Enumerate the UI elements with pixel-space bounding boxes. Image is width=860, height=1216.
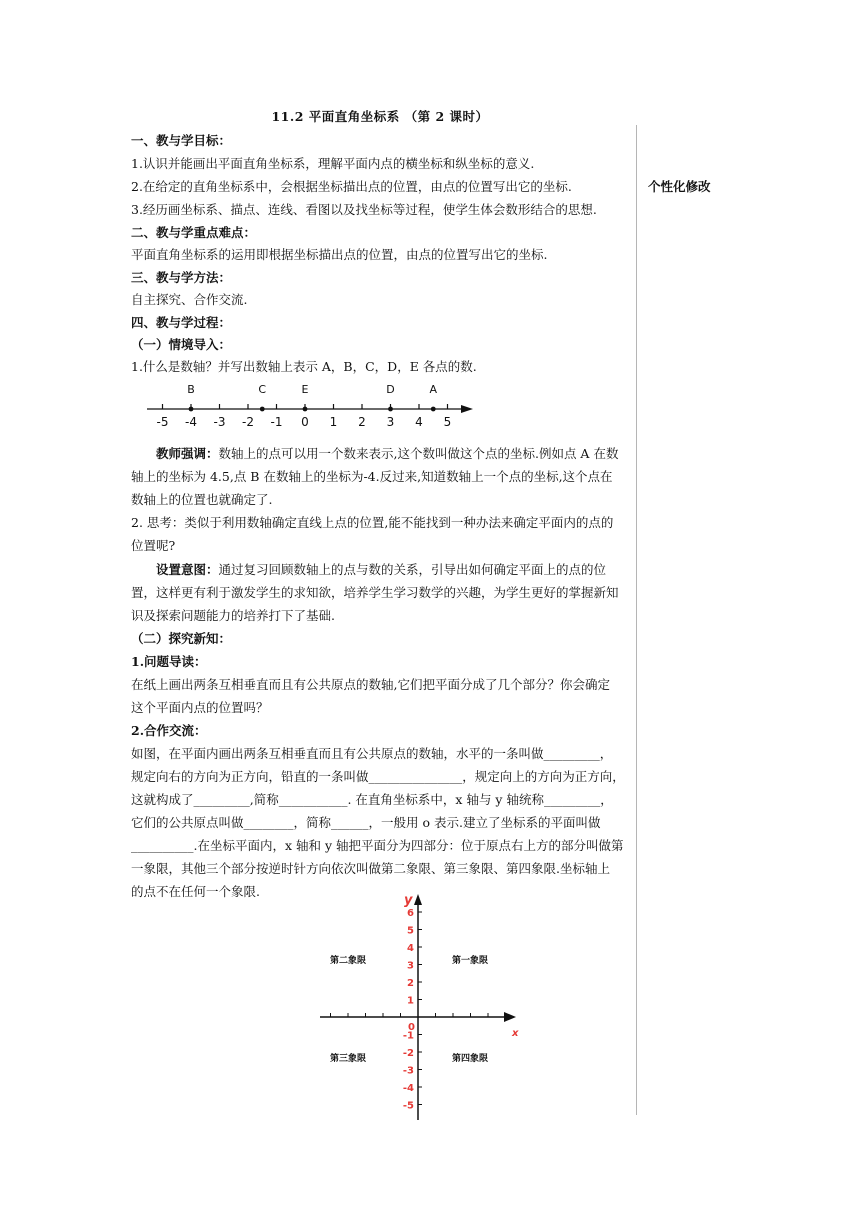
quadrant-2-label: 第二象限 <box>330 956 367 966</box>
y-axis-tick-label: 2 <box>407 978 414 989</box>
y-axis-ticks <box>403 908 422 1112</box>
emphasis-paragraph-line-3: 数轴上的位置也就确定了. <box>131 492 273 507</box>
section-heading-key-points: 二、教与学重点难点： <box>131 225 257 240</box>
think-line-1: 2. 思考：类似于利用数轴确定直线上点的位置,能不能找到一种办法来确定平面内的点的 <box>131 515 614 530</box>
y-axis-tick-label: 5 <box>407 925 414 937</box>
methods-text: 自主探究、合作交流. <box>131 292 248 307</box>
quadrant-3-label: 第三象限 <box>330 1054 367 1064</box>
number-line-tick-label: 0 <box>301 415 309 429</box>
question-number-line: 1.什么是数轴？并写出数轴上表示 A，B，C，D，E 各点的数. <box>131 359 477 374</box>
question-guide-line-1: 在纸上画出两条互相垂直而且有公共原点的数轴,它们把平面分成了几个部分？你会确定 <box>131 677 610 692</box>
number-line-arrow <box>461 405 473 413</box>
number-line-tick-label: 1 <box>329 415 338 429</box>
quadrant-1-label: 第一象限 <box>452 956 489 966</box>
number-line-point <box>303 407 308 412</box>
key-points-text: 平面直角坐标系的运用即根据坐标描出点的位置，由点的位置写出它的坐标. <box>131 247 548 262</box>
y-axis-tick-label: -3 <box>402 1065 414 1077</box>
y-axis-label: y <box>404 893 413 908</box>
subsection-heading-intro: （一）情境导入： <box>131 337 232 352</box>
number-line-point-label: A <box>429 383 438 396</box>
number-line-point-label: C <box>258 383 267 396</box>
number-line-point-label: D <box>386 383 395 396</box>
number-line-tick-label: 2 <box>358 415 366 429</box>
subsection-heading-explore: （二）探究新知： <box>131 631 232 646</box>
section-heading-goals: 一、教与学目标： <box>131 133 232 148</box>
cooperation-heading: 2.合作交流： <box>131 723 207 738</box>
cooperation-line-3: 这就构成了_________,简称___________. 在直角坐标系中，x 轴与 y 轴统称_________， <box>131 792 613 807</box>
number-line-point <box>431 407 436 412</box>
y-axis-tick-label: 3 <box>407 960 414 972</box>
number-line-point <box>260 407 265 412</box>
cooperation-line-6: 一象限，其他三个部分按逆时针方向依次叫做第二象限、第三象限、第四象限.坐标轴上 <box>131 861 610 876</box>
y-axis-tick-label: -5 <box>402 1100 414 1112</box>
intent-label: 设置意图： <box>156 562 219 577</box>
column-divider <box>636 125 637 1115</box>
cooperation-line-1: 如图，在平面内画出两条互相垂直而且有公共原点的数轴，水平的一条叫做_________， <box>131 746 613 761</box>
goal-item-1: 1.认识并能画出平面直角坐标系，理解平面内点的横坐标和纵坐标的意义. <box>131 156 535 171</box>
emphasis-label: 教师强调： <box>156 446 219 461</box>
x-axis-label: x <box>512 1028 519 1039</box>
goal-item-2: 2.在给定的直角坐标系中，会根据坐标描出点的位置，由点的位置写出它的坐标. <box>131 179 572 194</box>
number-line-tick-label: -1 <box>270 415 283 429</box>
cooperation-line-2: 规定向右的方向为正方向，铅直的一条叫做_______________，规定向上的方向为正方向， <box>131 769 625 784</box>
intent-paragraph-line-1 <box>131 561 631 579</box>
think-line-2: 位置呢? <box>131 538 176 553</box>
number-line-tick-label: 5 <box>443 415 452 429</box>
emphasis-text-1: 数轴上的点可以用一个数来表示,这个数叫做这个点的坐标.例如点 A 在数 <box>218 446 619 461</box>
number-line-points <box>187 383 437 411</box>
number-line-point <box>388 407 393 412</box>
side-column-label: 个性化修改 <box>648 179 711 194</box>
y-axis-tick-label: 4 <box>407 943 414 954</box>
number-line-tick-label: -5 <box>156 415 169 429</box>
section-heading-methods: 三、教与学方法： <box>131 270 232 285</box>
section-heading-process: 四、教与学过程： <box>131 315 232 330</box>
emphasis-paragraph-line-1 <box>131 445 631 463</box>
intent-paragraph-line-3: 识及探索问题能力的培养打下了基础. <box>131 608 335 623</box>
cooperation-line-7: 的点不在任何一个象限. <box>131 884 260 899</box>
quadrant-4-label: 第四象限 <box>452 1054 489 1064</box>
question-guide-heading: 1.问题导读： <box>131 654 207 669</box>
y-axis-tick-label: -4 <box>402 1083 414 1094</box>
question-guide-line-2: 这个平面内点的位置吗？ <box>131 700 269 715</box>
intent-paragraph-line-2: 置，这样更有利于激发学生的求知欲，培养学生学习数学的兴趣，为学生更好的掌握新知 <box>131 585 619 600</box>
coordinate-plane-figure <box>300 890 540 1120</box>
number-line-tick-label: -2 <box>242 415 254 429</box>
number-line-tick-label: -3 <box>213 415 226 429</box>
y-axis-tick-label: 1 <box>407 995 414 1007</box>
number-line-point-label: E <box>301 383 309 396</box>
cooperation-line-4: 它们的公共原点叫做________，简称______，一般用 o 表示.建立了坐标系的平面叫做 <box>131 815 601 830</box>
intent-text-1: 通过复习回顾数轴上的点与数的关系，引导出如何确定平面上的点的位 <box>218 562 607 577</box>
y-axis-tick-label: -1 <box>402 1030 414 1042</box>
emphasis-paragraph-line-2: 轴上的坐标为 4.5,点 B 在数轴上的坐标为-4.反过来,知道数轴上一个点的坐标,这个点在 <box>131 469 613 484</box>
number-line-figure <box>143 378 483 430</box>
cooperation-line-5: __________.在坐标平面内，x 轴和 y 轴把平面分为四部分：位于原点右上方的部分叫做第 <box>131 838 624 853</box>
lesson-title: 11.2 平面直角坐标系 （第 2 课时） <box>271 109 489 124</box>
y-axis-arrow <box>414 894 422 905</box>
y-axis-tick-label: 6 <box>407 908 414 919</box>
number-line-point-label: B <box>187 383 195 396</box>
number-line-tick-label: -4 <box>185 415 197 429</box>
number-line-tick-label: 3 <box>386 415 395 429</box>
goal-item-3: 3.经历画坐标系、描点、连线、看图以及找坐标等过程，使学生体会数形结合的思想. <box>131 202 597 217</box>
number-line-tick-label: 4 <box>415 415 423 429</box>
number-line-point <box>189 407 194 412</box>
origin-label: 0 <box>408 1022 415 1033</box>
y-axis-tick-label: -2 <box>402 1048 414 1059</box>
